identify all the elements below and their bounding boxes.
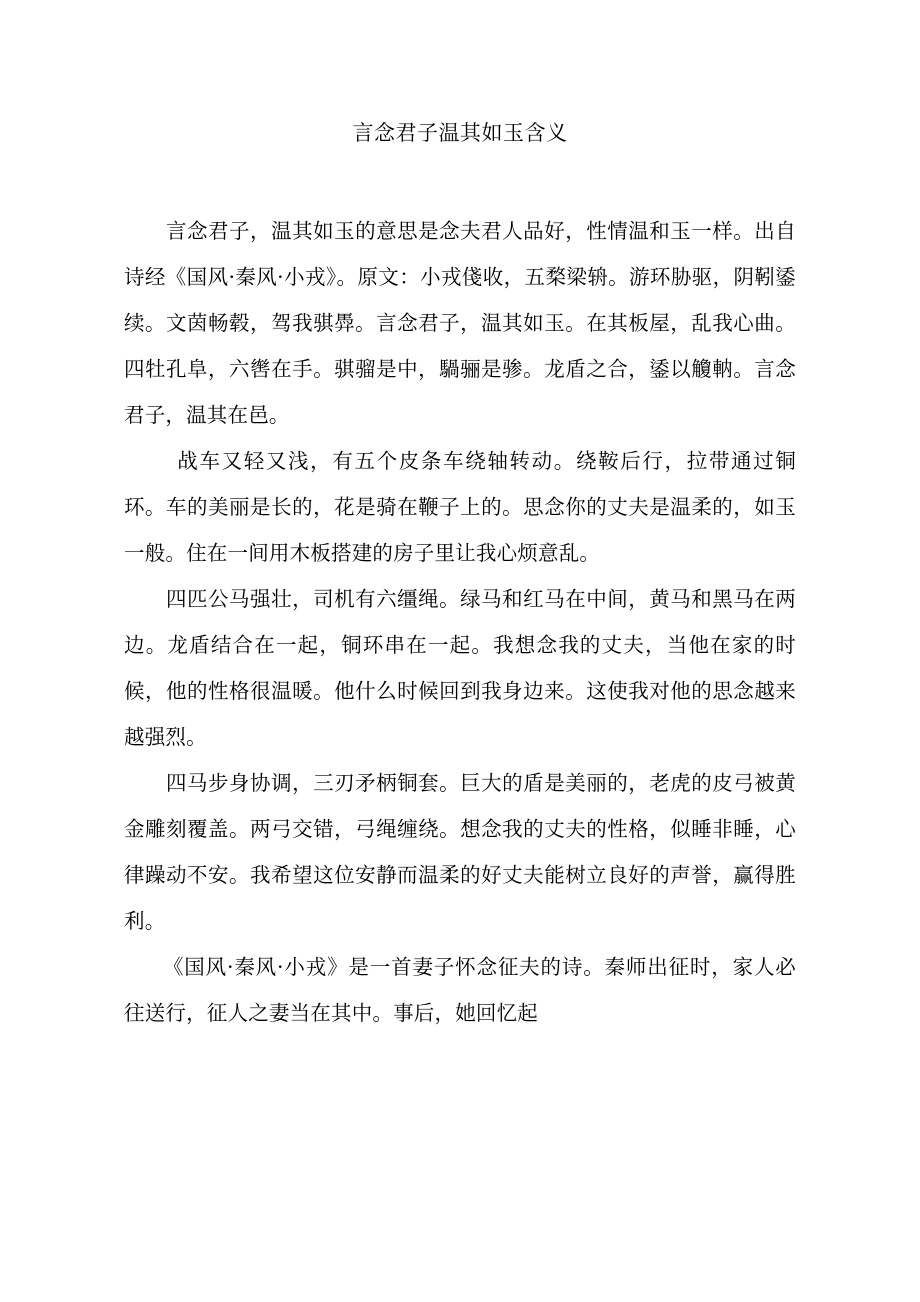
paragraph-4: 四马步身协调，三刃矛柄铜套。巨大的盾是美丽的，老虎的皮弓被黄金雕刻覆盖。两弓交错，弓绳缠绕。想念我的丈夫的性格，似睡非睡，心律躁动不安。我希望这位安静而温柔的好丈夫能树立良好的声誉，赢得胜利。 — [124, 771, 796, 933]
paragraph-5: 《国风·秦风·小戎》是一首妻子怀念征夫的诗。秦师出征时，家人必往送行，征人之妻当在其中。事后，她回忆起 — [124, 955, 796, 1025]
page-title: 言念君子温其如玉含义 — [352, 121, 568, 145]
document-body — [124, 208, 796, 1036]
document-content — [124, 0, 796, 1036]
paragraph-2: 战车又轻又浅，有五个皮条车绕轴转动。绕鞍后行，拉带通过铜环。车的美丽是长的，花是骑在鞭子上的。思念你的丈夫是温柔的，如玉一般。住在一间用木板搭建的房子里让我心烦意乱。 — [124, 449, 796, 565]
paragraph-1: 言念君子，温其如玉的意思是念夫君人品好，性情温和玉一样。出自诗经《国风·秦风·小戎》。原文：小戎俴收，五楘梁辀。游环胁驱，阴靷鋈续。文茵畅毂，驾我骐馵。言念君子，温其如玉。在其板屋，乱我心曲。四牡孔阜，六辔在手。骐骝是中，騧骊是骖。龙盾之合，鋈以觼軜。言念君子，温其在邑。 — [124, 219, 796, 427]
paragraph-3: 四匹公马强壮，司机有六缰绳。绿马和红马在中间，黄马和黑马在两边。龙盾结合在一起，铜环串在一起。我想念我的丈夫，当他在家的时候，他的性格很温暖。他什么时候回到我身边来。这使我对他的思念越来越强烈。 — [124, 587, 796, 749]
